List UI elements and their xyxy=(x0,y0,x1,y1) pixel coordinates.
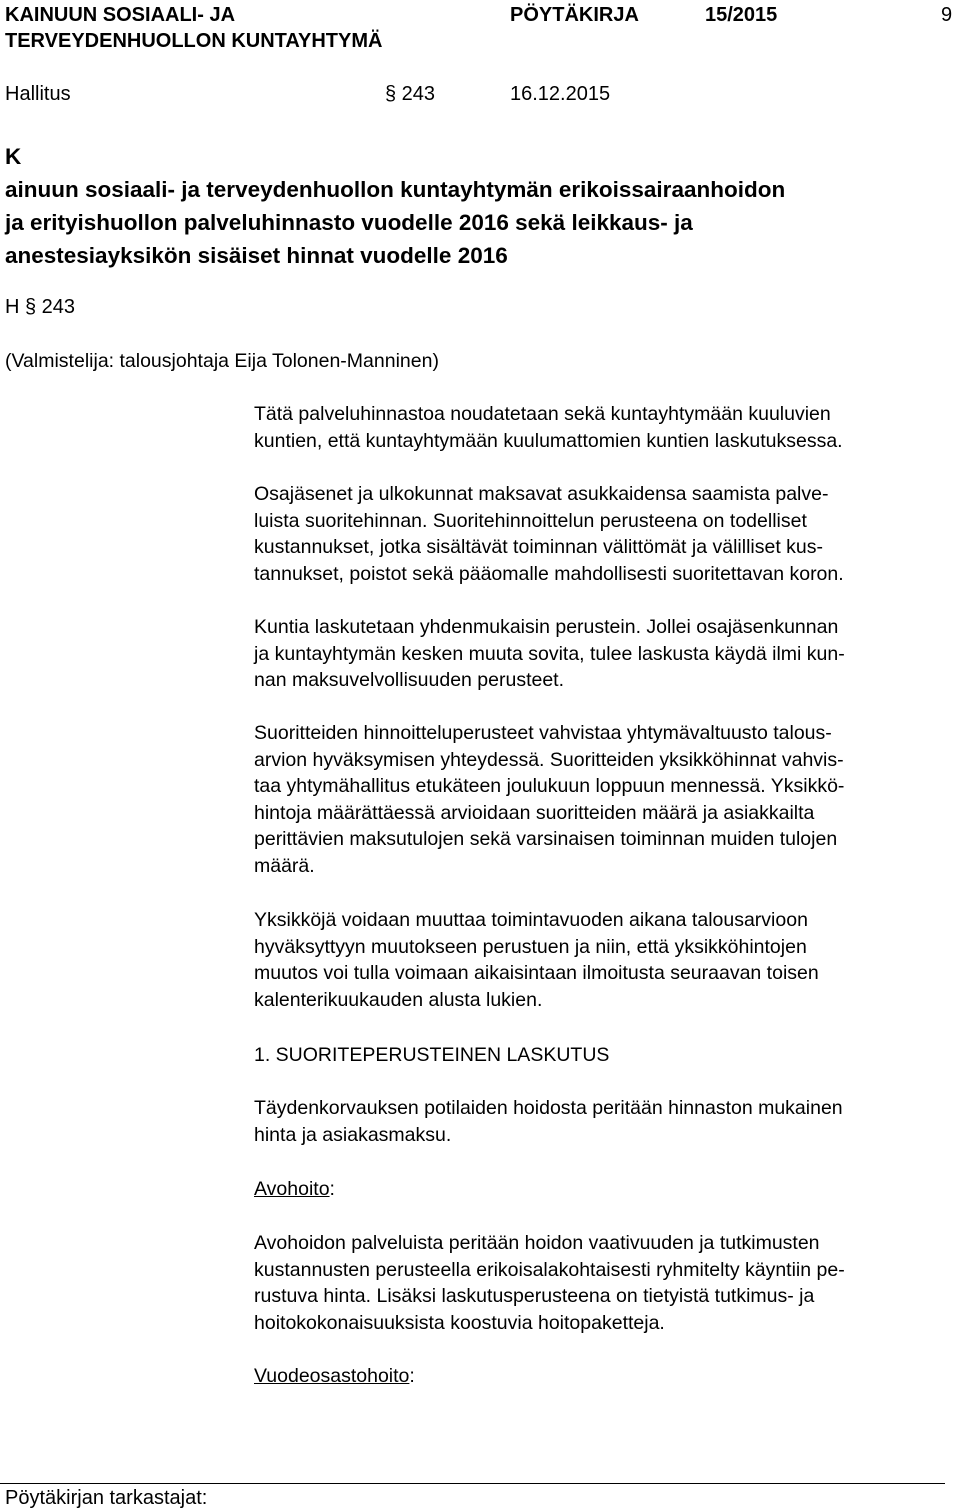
document-title xyxy=(5,173,785,272)
paragraph-1 xyxy=(254,401,843,454)
paragraph-line: hintoja määrättäessä arvioidaan suoritteiden määrä ja asiakkailta xyxy=(254,801,815,824)
paragraph-after-heading xyxy=(254,1095,843,1148)
section-reference: H § 243 xyxy=(5,296,76,318)
paragraph-line: Osajäsenet ja ulkokunnat maksavat asukkaidensa saamista palve- xyxy=(254,483,829,505)
outpatient-label: Avohoito xyxy=(254,1178,330,1200)
paragraph-3 xyxy=(254,614,845,694)
paragraph-line: Yksikköjä voidaan muuttaa toimintavuoden aikana talousarvioon xyxy=(254,909,808,931)
paragraph-line: Kuntia laskutetaan yhdenmukaisin perustein. Jollei osajäsenkunnan xyxy=(254,616,839,638)
meeting-body: Hallitus xyxy=(5,83,71,105)
org-name-line1: KAINUUN SOSIAALI- JA xyxy=(5,4,236,26)
paragraph-line: perittävien maksutulojen sekä varsinaisen toiminnan muiden tulojen xyxy=(254,828,838,851)
inpatient-heading xyxy=(254,1363,415,1390)
paragraph-line: hinta ja asiakasmaksu. xyxy=(254,1123,452,1146)
paragraph-line: tannukset, poistot sekä pääomalle mahdollisesti suoritettavan koron. xyxy=(254,562,844,585)
org-name-line2: TERVEYDENHUOLLON KUNTAYHTYMÄ xyxy=(5,30,383,52)
paragraph-line: hoitokokonaisuuksista koostuvia hoitopaketteja. xyxy=(254,1311,665,1334)
footer-divider xyxy=(0,1483,945,1484)
paragraph-4 xyxy=(254,720,844,880)
meeting-date: 16.12.2015 xyxy=(510,83,611,105)
paragraph-line: kalenterikuukauden alusta lukien. xyxy=(254,988,543,1011)
outpatient-paragraph xyxy=(254,1230,845,1336)
footer-label: Pöytäkirjan tarkastajat: xyxy=(5,1487,208,1509)
doc-number: 15/2015 xyxy=(705,4,778,26)
paragraph-line: kuntien, että kuntayhtymään kuulumattomien kuntien laskutuksessa. xyxy=(254,429,843,452)
paragraph-line: Suoritteiden hinnoitteluperusteet vahvistaa yhtymävaltuusto talous- xyxy=(254,722,832,744)
paragraph-line: ja kuntayhtymän kesken muuta sovita, tulee laskusta käydä ilmi kun- xyxy=(254,642,845,665)
paragraph-line: hyväksyttyyn muutokseen perustuen ja niin, että yksikköhintojen xyxy=(254,935,807,958)
paragraph-line: luista suoritehinnan. Suoritehinnoittelun perusteena on todelliset xyxy=(254,509,807,532)
paragraph-2 xyxy=(254,481,844,587)
paragraph-line: taa yhtymähallitus etukäteen joulukuun loppuun mennessä. Yksikkö- xyxy=(254,775,845,798)
paragraph-line: Tätä palveluhinnastoa noudatetaan sekä kuntayhtymään kuuluvien xyxy=(254,403,831,425)
paragraph-line: kustannusten perusteella erikoisalakohtaisesti ryhmitelty käyntiin pe- xyxy=(254,1258,845,1281)
section-heading: 1. SUORITEPERUSTEINEN LASKUTUS xyxy=(254,1044,610,1066)
outpatient-heading xyxy=(254,1176,335,1203)
preparer-line: (Valmistelija: talousjohtaja Eija Tolonen-Manninen) xyxy=(5,350,439,372)
title-initial: K xyxy=(5,144,22,169)
meeting-section: § 243 xyxy=(385,83,436,105)
paragraph-5 xyxy=(254,907,819,1013)
outpatient-colon: : xyxy=(329,1178,335,1200)
paragraph-line: rustuva hinta. Lisäksi laskutusperusteena on tietyistä tutkimus- ja xyxy=(254,1285,815,1308)
inpatient-colon: : xyxy=(409,1365,415,1387)
doc-type: PÖYTÄKIRJA xyxy=(510,4,639,26)
paragraph-line: kustannukset, jotka sisältävät toiminnan välittömät ja välilliset kus- xyxy=(254,536,824,559)
title-line: ainuun sosiaali- ja terveydenhuollon kuntayhtymän erikoissairaanhoidon xyxy=(5,177,786,202)
title-line: ja erityishuollon palveluhinnasto vuodelle 2016 sekä leikkaus- ja xyxy=(5,210,693,235)
page-number: 9 xyxy=(941,4,953,26)
paragraph-line: Täydenkorvauksen potilaiden hoidosta peritään hinnaston mukainen xyxy=(254,1097,843,1119)
paragraph-line: muutos voi tulla voimaan aikaisintaan ilmoitusta seuraavan toisen xyxy=(254,962,819,985)
paragraph-line: nan maksuvelvollisuuden perusteet. xyxy=(254,669,565,692)
inpatient-label: Vuodeosastohoito xyxy=(254,1365,410,1387)
paragraph-line: Avohoidon palveluista peritään hoidon vaativuuden ja tutkimusten xyxy=(254,1232,820,1254)
paragraph-line: määrä. xyxy=(254,854,315,877)
title-line: anestesiayksikön sisäiset hinnat vuodelle 2016 xyxy=(5,243,508,268)
paragraph-line: arvion hyväksymisen yhteydessä. Suoritteiden yksikköhinnat vahvis- xyxy=(254,748,844,771)
